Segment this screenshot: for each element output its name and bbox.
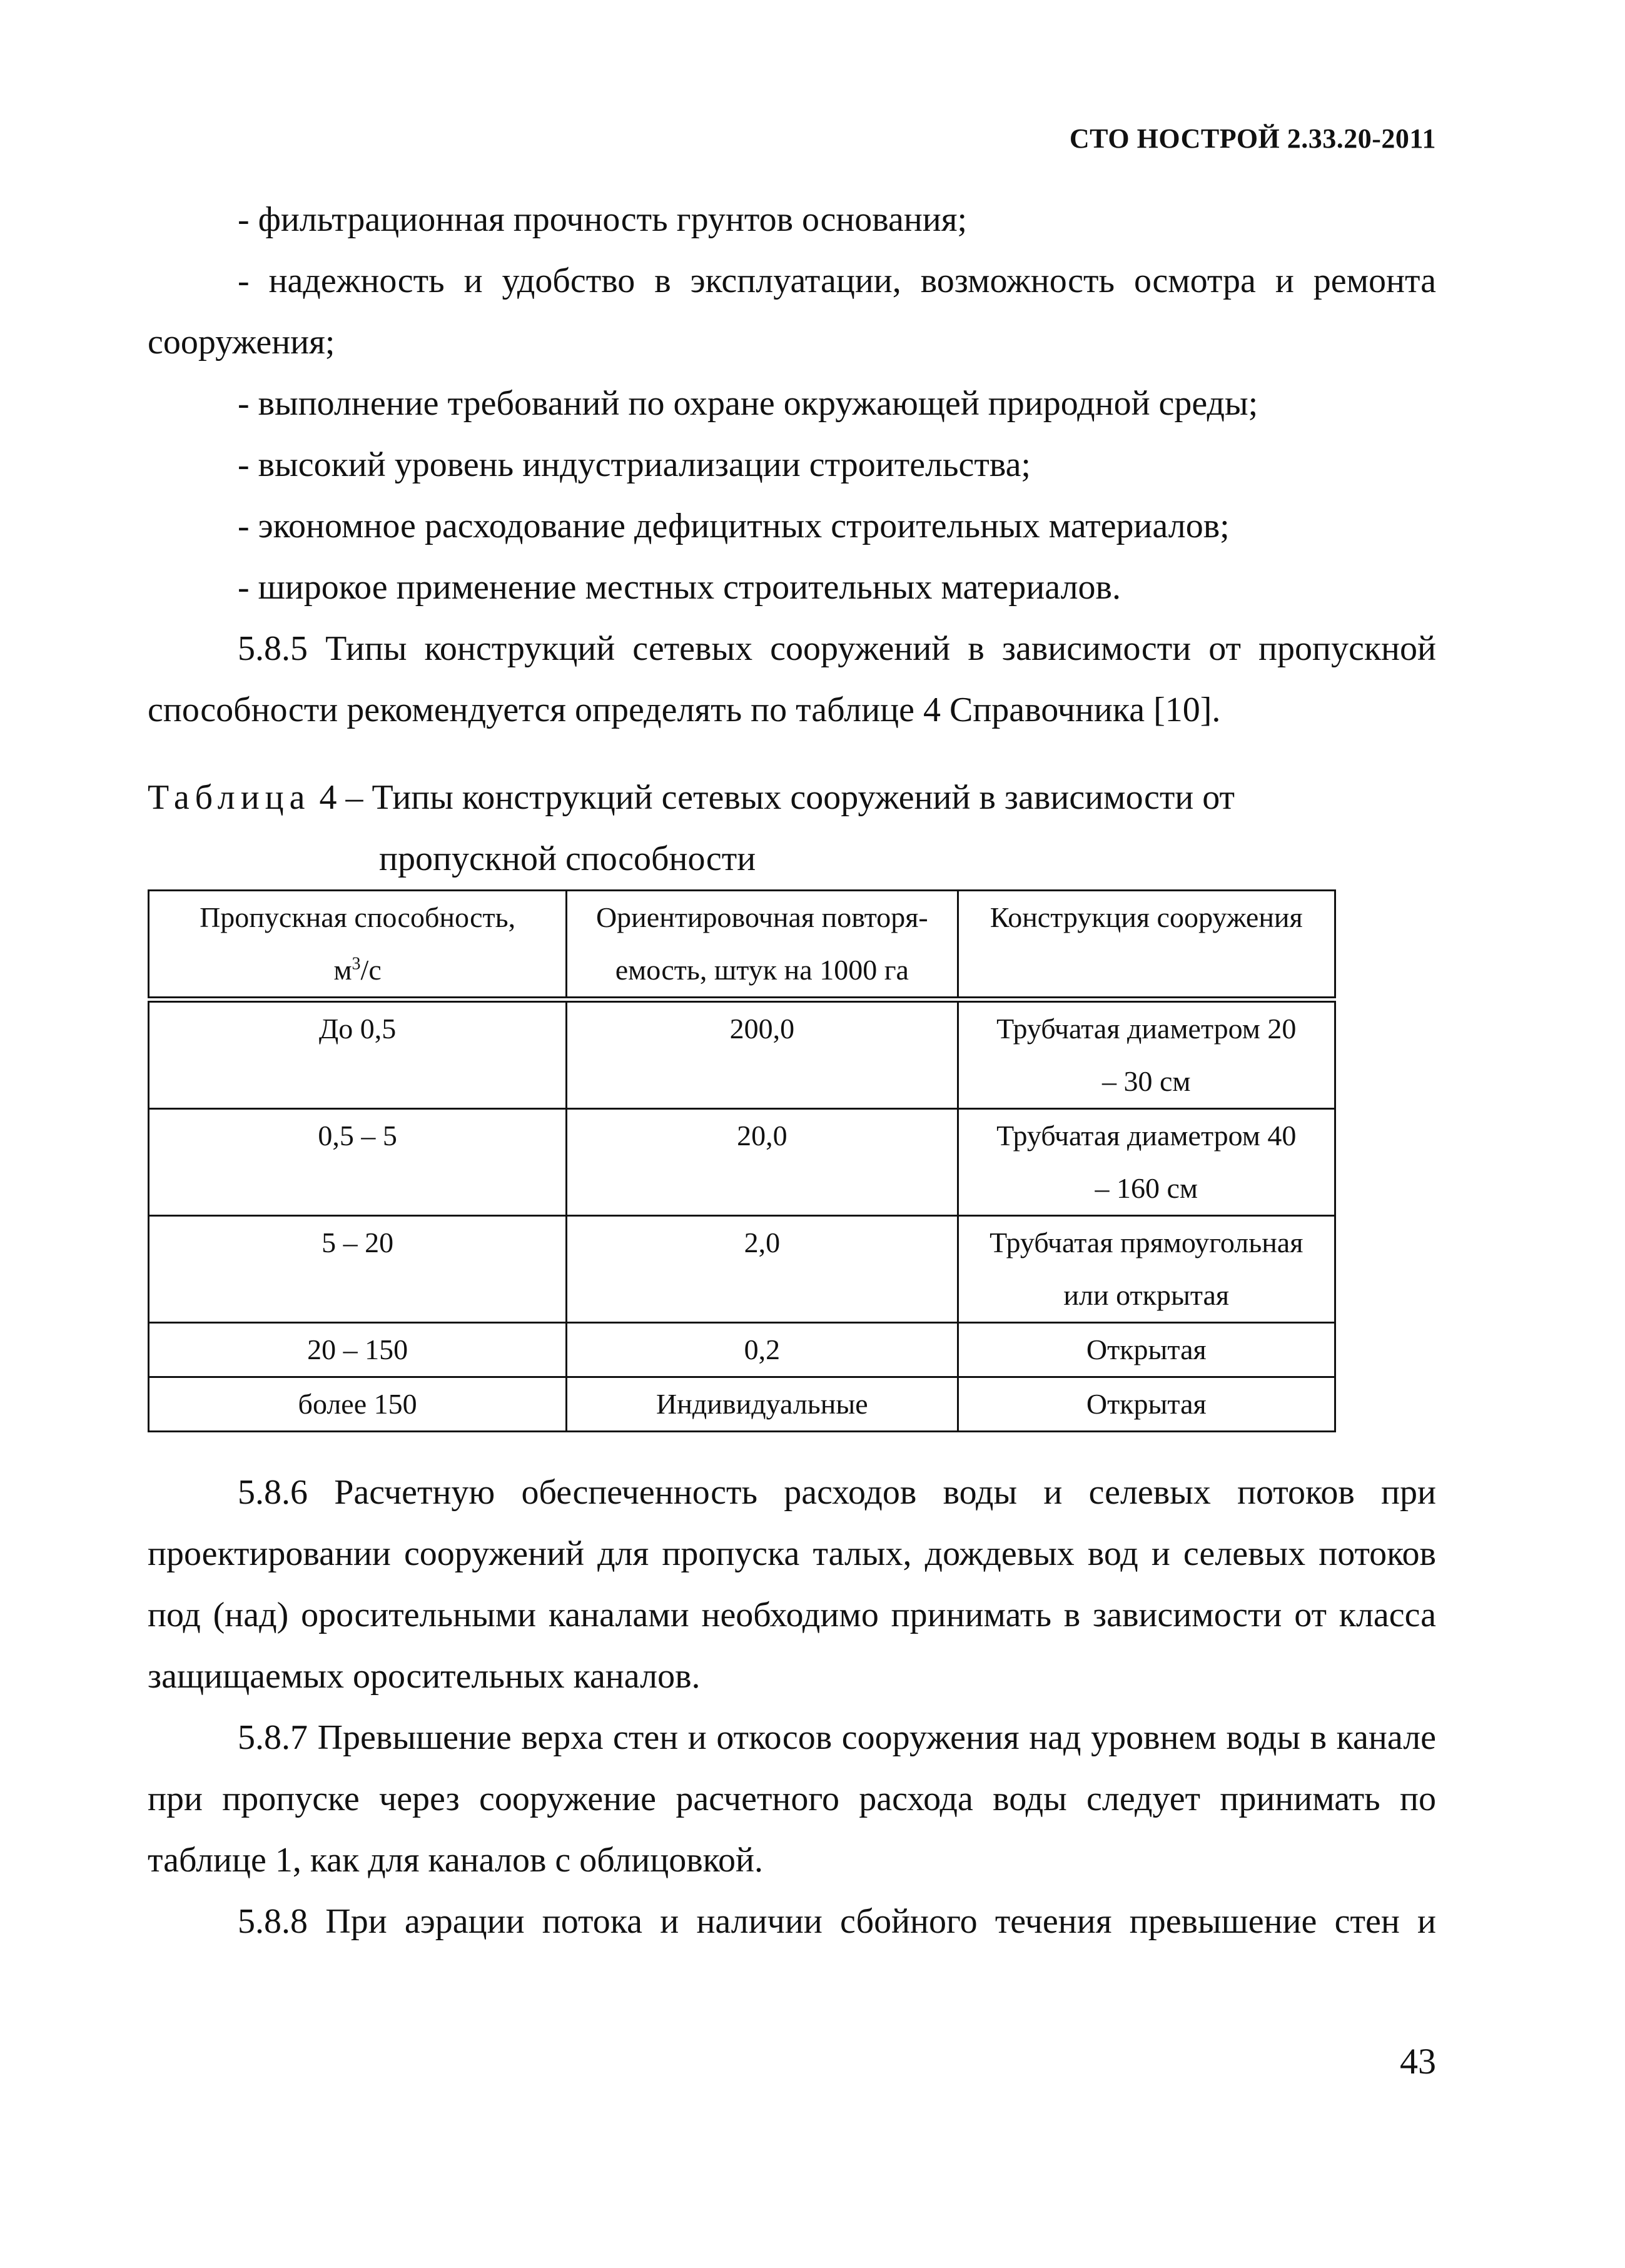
list-item: - фильтрационная прочность грунтов основания; <box>238 200 968 239</box>
table-row <box>149 1377 1335 1432</box>
header-repeat <box>567 891 958 1000</box>
table-4 <box>148 889 1336 1432</box>
cell-repeat: 200,0 <box>567 1000 958 1109</box>
cell-construction-line1: Трубчатая прямоугольная <box>990 1227 1304 1258</box>
cell-construction-line1: Трубчатая диаметром 40 <box>996 1120 1297 1152</box>
list-item: - надежность и удобство в эксплуатации, возможность осмотра и ремонта сооружения; <box>148 261 1436 362</box>
cell-capacity: более 150 <box>149 1377 567 1432</box>
cell-construction-line2: – 160 см <box>1095 1172 1198 1204</box>
cell-construction: Открытая <box>958 1323 1335 1377</box>
cell-repeat: 2,0 <box>567 1216 958 1323</box>
cell-repeat: 0,2 <box>567 1323 958 1377</box>
document-code-header: СТО НОСТРОЙ 2.33.20-2011 <box>1069 123 1436 154</box>
cell-construction-line1: Трубчатая диаметром 20 <box>996 1013 1297 1045</box>
cell-construction-line2: – 30 см <box>1101 1065 1191 1097</box>
paragraph-5-8-5: 5.8.5 Типы конструкций сетевых сооружений в зависимости от пропускной способности рекомендуется определять по таблице 4 Справочника [10]. <box>148 629 1436 729</box>
cell-construction <box>958 1000 1335 1109</box>
cell-repeat: 20,0 <box>567 1109 958 1216</box>
header-capacity-sup: 3 <box>352 954 361 974</box>
header-capacity-unit-tail: /с <box>360 954 382 986</box>
table-caption-title-line2: пропускной способности <box>379 839 756 878</box>
cell-construction <box>958 1109 1335 1216</box>
table-header-row <box>149 891 1335 1000</box>
header-capacity-unit: м <box>333 954 352 986</box>
table-caption <box>148 767 1235 889</box>
cell-construction-line2: или открытая <box>1063 1279 1230 1311</box>
paragraph-5-8-7: 5.8.7 Превышение верха стен и откосов сооружения над уровнем воды в канале при пропуске через сооружение расчетного расхода воды следует принимать по таблице 1, как для каналов с облицовкой. <box>148 1718 1436 1880</box>
cell-capacity: 20 – 150 <box>149 1323 567 1377</box>
list-item: - экономное расходование дефицитных строительных материалов; <box>238 507 1230 545</box>
header-capacity-line2 <box>154 944 560 996</box>
list-item: - высокий уровень индустриализации строительства; <box>238 445 1031 484</box>
cell-construction <box>958 1216 1335 1323</box>
top-text-block <box>148 189 1436 741</box>
bottom-text-block <box>148 1462 1436 1952</box>
header-repeat-line2: емость, штук на 1000 га <box>615 954 909 986</box>
cell-capacity: 5 – 20 <box>149 1216 567 1323</box>
cell-capacity: 0,5 – 5 <box>149 1109 567 1216</box>
cell-construction: Открытая <box>958 1377 1335 1432</box>
table-caption-label: Таблица <box>148 778 311 817</box>
page-number: 43 <box>1400 2041 1436 2082</box>
paragraph-5-8-8: 5.8.8 При аэрации потока и наличии сбойного течения превышение стен и <box>238 1902 1436 1941</box>
list-item: - выполнение требований по охране окружающей природной среды; <box>238 384 1258 423</box>
cell-capacity: До 0,5 <box>149 1000 567 1109</box>
header-capacity-line1: Пропускная способность, <box>200 901 516 933</box>
header-repeat-line1: Ориентировочная повторя- <box>595 901 928 933</box>
header-capacity <box>149 891 567 1000</box>
table-row <box>149 1323 1335 1377</box>
list-item: - широкое применение местных строительных материалов. <box>238 568 1121 607</box>
table-row <box>149 1216 1335 1323</box>
paragraph-5-8-6: 5.8.6 Расчетную обеспеченность расходов воды и селевых потоков при проектировании сооружений для пропуска талых, дождевых вод и селевых потоков под (над) оросительными каналами необходимо принимать в зависимости от класса защищаемых оросительных каналов. <box>148 1473 1436 1696</box>
cell-repeat: Индивидуальные <box>567 1377 958 1432</box>
table-row <box>149 1000 1335 1109</box>
header-construction: Конструкция сооружения <box>958 891 1335 1000</box>
table-row <box>149 1109 1335 1216</box>
table-caption-title-line1: 4 – Типы конструкций сетевых сооружений в зависимости от <box>310 778 1235 817</box>
